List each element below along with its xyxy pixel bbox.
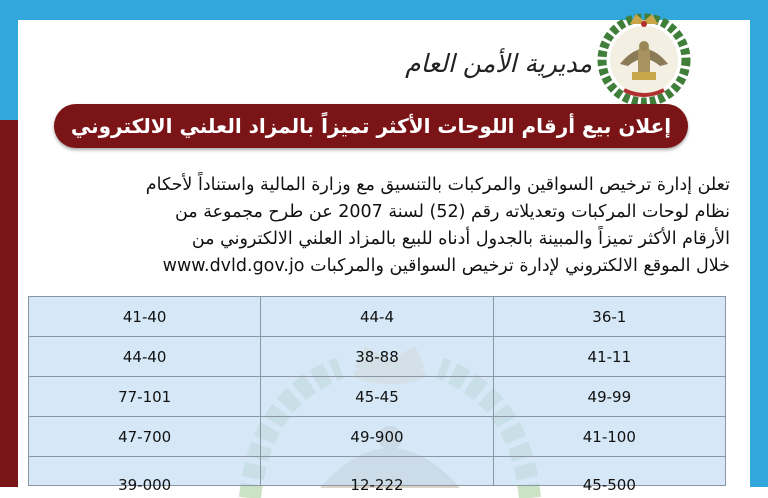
plate-cell: 49-99 [493, 377, 725, 417]
plate-cell: 41-40 [29, 297, 261, 337]
plate-cell: 44-40 [29, 337, 261, 377]
plate-cell: 47-700 [29, 417, 261, 457]
table-row [29, 297, 726, 337]
left-frame-bar-blue [0, 0, 18, 120]
directorate-calligraphy-title: مديرية الأمن العام [405, 49, 592, 78]
plate-cell-text: 39-000 [118, 476, 172, 494]
plate-cell-text: 45-500 [582, 476, 636, 494]
plate-cell: 41-11 [493, 337, 725, 377]
plate-cell: 77-101 [29, 377, 261, 417]
table-row [29, 337, 726, 377]
plate-cell [261, 457, 493, 494]
plate-cell: 38-88 [261, 337, 493, 377]
plate-cell [493, 457, 725, 494]
announcement-line-2: نظام لوحات المركبات وتعديلاته رقم (52) لسنة 2007 عن طرح مجموعة من [174, 202, 730, 222]
table-row [29, 377, 726, 417]
website-link[interactable]: www.dvld.gov.jo [162, 256, 305, 276]
table-row [29, 457, 726, 486]
plate-cell: 41-100 [493, 417, 725, 457]
plate-cell-text: 12-222 [350, 476, 404, 494]
public-security-emblem-icon [594, 6, 694, 106]
plates-table [28, 296, 726, 494]
left-frame-bar-maroon [0, 120, 18, 487]
announcement-line-3: الأرقام الأكثر تميزاً والمبينة بالجدول أدناه للبيع بالمزاد العلني الالكتروني من [191, 229, 730, 249]
table-row [29, 417, 726, 457]
announcement-line-1: تعلن إدارة ترخيص السواقين والمركبات بالتنسيق مع وزارة المالية واستناداً لأحكام [145, 175, 730, 195]
plate-cell: 49-900 [261, 417, 493, 457]
plate-cell: 36-1 [493, 297, 725, 337]
plate-cell [29, 457, 261, 494]
plate-cell: 44-4 [261, 297, 493, 337]
announcement-line-4-text: خلال الموقع الالكتروني لإدارة ترخيص السواقين والمركبات [310, 256, 730, 276]
plate-cell: 45-45 [261, 377, 493, 417]
announcement-line-4 [30, 253, 730, 280]
right-frame-bar [750, 0, 768, 487]
announcement-banner-title: إعلان بيع أرقام اللوحات الأكثر تميزاً بالمزاد العلني الالكتروني [54, 104, 688, 148]
announcement-body [30, 172, 730, 280]
